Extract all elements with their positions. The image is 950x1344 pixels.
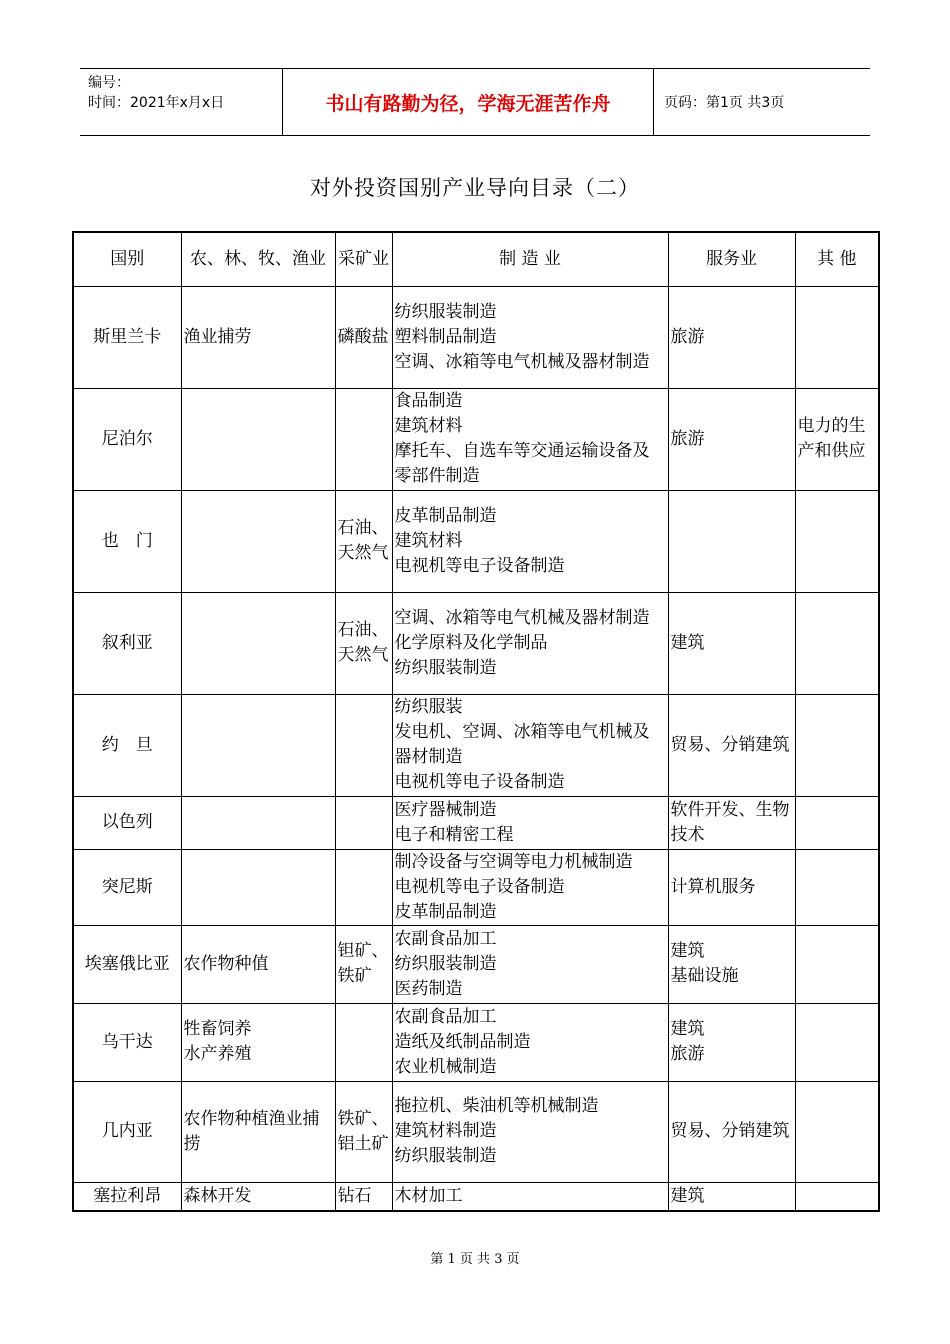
country-cell: 几内亚: [73, 1081, 181, 1182]
mining-cell: [335, 490, 392, 592]
page-code: 页码：第1页 共3页: [664, 95, 785, 111]
other-cell: [795, 694, 879, 796]
cell-line: 建筑: [670, 1019, 705, 1039]
cell-line: 旅游: [670, 1044, 705, 1064]
service-cell: [668, 694, 795, 796]
cell-line: 软件开发、生物技术: [670, 799, 790, 845]
cell-line: 渔业捕劳: [183, 326, 252, 347]
cell-line: 医药制造: [394, 978, 463, 999]
cell-line: 农副食品加工: [394, 1006, 497, 1027]
page-header: [80, 68, 870, 136]
cell-line: 拖拉机、柴油机等机械制造: [394, 1096, 599, 1116]
mining-cell: [335, 849, 392, 925]
cell-line: 农作物种值: [183, 953, 269, 974]
manufacturing-cell: [392, 849, 668, 925]
table-row: [73, 849, 879, 925]
table-row: [73, 796, 879, 849]
cell-line: 建筑: [670, 1185, 705, 1206]
cell-line: 皮革制品制造: [394, 505, 497, 526]
cell-line: 木材加工: [394, 1185, 463, 1206]
mining-cell: [335, 388, 392, 490]
country-cell: 埃塞俄比亚: [73, 925, 181, 1003]
other-cell: [795, 1182, 879, 1211]
cell-line: 纺织服装制造: [394, 953, 497, 974]
mining-cell: [335, 592, 392, 694]
manufacturing-cell: [392, 694, 668, 796]
cell-line: 钻石: [337, 1185, 372, 1206]
manufacturing-cell: [392, 1182, 668, 1211]
service-cell: [668, 925, 795, 1003]
mining-cell: [335, 1182, 392, 1211]
manufacturing-cell: [392, 796, 668, 849]
manufacturing-cell: [392, 490, 668, 592]
code-label: 编号：: [88, 75, 130, 91]
cell-line: 摩托车、自选车等交通运输设备及零部件制造: [394, 441, 650, 486]
country-cell: 也 门: [73, 490, 181, 592]
cell-line: 旅游: [670, 326, 705, 347]
time-label: 时间：2021年x月x日: [88, 95, 225, 111]
col-header-agri: 农、林、牧、渔业: [181, 232, 335, 286]
service-cell: [668, 1003, 795, 1081]
cell-line: 电力的生产和供应: [797, 416, 866, 461]
cell-line: 石油、天然气: [337, 620, 389, 665]
cell-line: 造纸及纸制品制造: [394, 1031, 531, 1052]
cell-line: 石油、天然气: [337, 518, 389, 563]
country-cell: 乌干达: [73, 1003, 181, 1081]
other-cell: [795, 1081, 879, 1182]
manufacturing-cell: [392, 1003, 668, 1081]
other-cell: [795, 286, 879, 388]
table-header-row: [73, 232, 879, 286]
service-cell: [668, 1182, 795, 1211]
table-row: [73, 592, 879, 694]
cell-line: 发电机、空调、冰箱等电气机械及器材制造: [394, 722, 650, 767]
cell-line: 纺织服装制造: [394, 301, 497, 322]
other-cell: [795, 1003, 879, 1081]
table-row: [73, 1182, 879, 1211]
cell-line: 牲畜饲养: [183, 1019, 252, 1039]
cell-line: 建筑: [670, 941, 705, 961]
table-row: [73, 1081, 879, 1182]
cell-line: 建筑材料: [394, 416, 463, 436]
document-title: 对外投资国别产业导向目录（二）: [310, 176, 640, 200]
manufacturing-cell: [392, 592, 668, 694]
cell-line: 钽矿、铁矿: [337, 941, 389, 986]
service-cell: [668, 849, 795, 925]
agri-cell: [181, 1182, 335, 1211]
mining-cell: [335, 286, 392, 388]
country-cell: 以色列: [73, 796, 181, 849]
cell-line: 电子和精密工程: [394, 824, 514, 845]
cell-line: 贸易、分销建筑: [670, 1121, 790, 1141]
other-cell: [795, 592, 879, 694]
country-cell: 约 旦: [73, 694, 181, 796]
other-cell: [795, 925, 879, 1003]
cell-line: 制冷设备与空调等电力机械制造: [394, 851, 633, 872]
cell-line: 空调、冰箱等电气机械及器材制造: [394, 351, 650, 372]
cell-line: 化学原料及化学制品: [394, 632, 548, 653]
country-cell: 尼泊尔: [73, 388, 181, 490]
manufacturing-cell: [392, 925, 668, 1003]
other-cell: [795, 796, 879, 849]
agri-cell: [181, 490, 335, 592]
page-footer: 第 1 页 共 3 页: [430, 1252, 520, 1267]
cell-line: 纺织服装: [394, 697, 463, 717]
col-header-manufacturing: 制 造 业: [392, 232, 668, 286]
col-header-mining: 采矿业: [335, 232, 392, 286]
cell-line: 纺织服装制造: [394, 1146, 497, 1166]
other-cell: [795, 849, 879, 925]
table-row: [73, 1003, 879, 1081]
service-cell: [668, 388, 795, 490]
agri-cell: [181, 694, 335, 796]
service-cell: [668, 1081, 795, 1182]
cell-line: 纺织服装制造: [394, 657, 497, 678]
cell-line: 计算机服务: [670, 876, 756, 897]
header-left: [80, 69, 282, 135]
country-cell: 突尼斯: [73, 849, 181, 925]
country-cell: 叙利亚: [73, 592, 181, 694]
manufacturing-cell: [392, 388, 668, 490]
mining-cell: [335, 694, 392, 796]
cell-line: 森林开发: [183, 1185, 252, 1206]
cell-line: 皮革制品制造: [394, 901, 497, 922]
cell-line: 医疗器械制造: [394, 799, 497, 820]
table-row: [73, 694, 879, 796]
manufacturing-cell: [392, 286, 668, 388]
cell-line: 旅游: [670, 428, 705, 449]
cell-line: 农作物种植渔业捕捞: [183, 1108, 320, 1154]
cell-line: 建筑材料制造: [394, 1121, 497, 1141]
motto: 书山有路勤为径，学海无涯苦作舟: [282, 69, 654, 135]
table-row: [73, 286, 879, 388]
table-row: [73, 925, 879, 1003]
col-header-other: 其 他: [795, 232, 879, 286]
cell-line: 塑料制品制造: [394, 326, 497, 347]
agri-cell: [181, 388, 335, 490]
cell-line: 建筑: [670, 632, 705, 653]
cell-line: 基础设施: [670, 966, 739, 986]
mining-cell: [335, 796, 392, 849]
industry-table: [72, 231, 880, 1212]
cell-line: 农副食品加工: [394, 928, 497, 949]
country-cell: 斯里兰卡: [73, 286, 181, 388]
service-cell: [668, 796, 795, 849]
mining-cell: [335, 1003, 392, 1081]
cell-line: 贸易、分销建筑: [670, 734, 790, 755]
agri-cell: [181, 796, 335, 849]
other-cell: [795, 490, 879, 592]
agri-cell: [181, 849, 335, 925]
agri-cell: [181, 592, 335, 694]
cell-line: 农业机械制造: [394, 1056, 497, 1077]
cell-line: 铁矿、铝土矿: [337, 1108, 389, 1154]
manufacturing-cell: [392, 1081, 668, 1182]
agri-cell: [181, 925, 335, 1003]
agri-cell: [181, 1081, 335, 1182]
cell-line: 空调、冰箱等电气机械及器材制造: [394, 607, 650, 628]
cell-line: 建筑材料: [394, 530, 463, 551]
cell-line: 电视机等电子设备制造: [394, 555, 565, 576]
cell-line: 磷酸盐: [337, 326, 389, 347]
agri-cell: [181, 1003, 335, 1081]
other-cell: [795, 388, 879, 490]
cell-line: 食品制造: [394, 391, 463, 411]
col-header-country: 国别: [73, 232, 181, 286]
cell-line: 电视机等电子设备制造: [394, 772, 565, 792]
mining-cell: [335, 1081, 392, 1182]
cell-line: 电视机等电子设备制造: [394, 876, 565, 897]
table-row: [73, 388, 879, 490]
service-cell: [668, 592, 795, 694]
agri-cell: [181, 286, 335, 388]
mining-cell: [335, 925, 392, 1003]
col-header-service: 服务业: [668, 232, 795, 286]
table-row: [73, 490, 879, 592]
cell-line: 水产养殖: [183, 1044, 252, 1064]
country-cell: 塞拉利昂: [73, 1182, 181, 1211]
service-cell: [668, 286, 795, 388]
table-body: [73, 286, 879, 1211]
service-cell: [668, 490, 795, 592]
